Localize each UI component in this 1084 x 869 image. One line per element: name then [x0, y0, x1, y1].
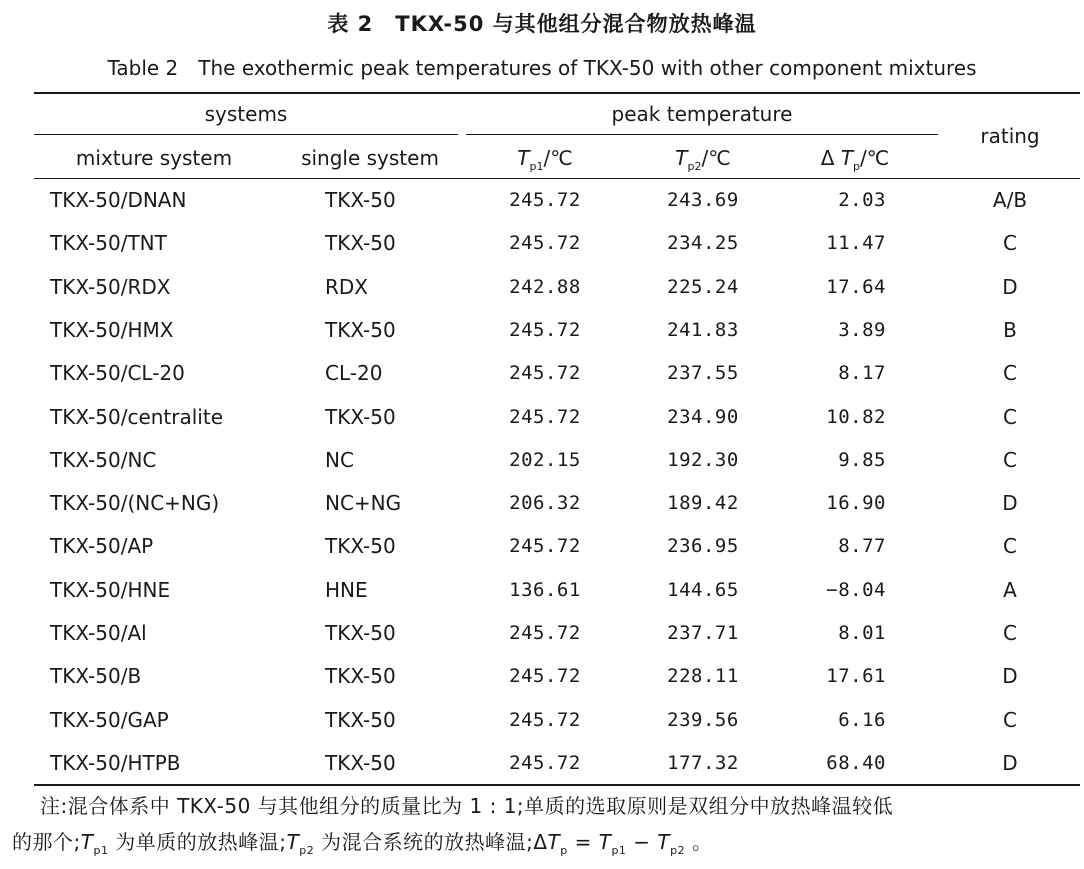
note-text: 为混合系统的放热峰温;Δ [314, 830, 548, 854]
cell-tp1: 245.72 [509, 232, 581, 254]
cell-rating: C [1003, 361, 1017, 385]
bottom-rule [34, 784, 1080, 786]
cell-tp2: 241.83 [667, 319, 739, 341]
cell-mixture-system: TKX-50/GAP [50, 708, 169, 732]
cell-delta-tp: 10.82 [826, 406, 886, 428]
delta-symbol: Δ [820, 146, 835, 170]
tp2-subscript: p2 [687, 160, 702, 173]
cell-tp2: 236.95 [667, 535, 739, 557]
cell-rating: D [1002, 751, 1018, 775]
cell-tp1: 245.72 [509, 189, 581, 211]
note-line-2 [12, 824, 1078, 869]
cell-tp2: 234.90 [667, 406, 739, 428]
cell-single-system: RDX [325, 275, 368, 299]
note-text: − [626, 830, 658, 854]
cell-mixture-system: TKX-50/RDX [50, 275, 171, 299]
cell-delta-tp: 11.47 [826, 232, 886, 254]
table-note [12, 788, 1078, 869]
tp1-subscript: p1 [529, 160, 544, 173]
cell-tp2: 192.30 [667, 449, 739, 471]
cell-rating: C [1003, 621, 1017, 645]
cell-delta-tp: 68.40 [826, 752, 886, 774]
cell-delta-tp: 9.85 [838, 449, 886, 471]
cell-delta-tp: 17.64 [826, 276, 886, 298]
cell-tp2: 234.25 [667, 232, 739, 254]
cell-tp1: 245.72 [509, 752, 581, 774]
note-subscript: p1 [93, 844, 109, 857]
cell-mixture-system: TKX-50/HMX [50, 318, 174, 342]
note-text: 为单质的放热峰温; [108, 830, 287, 854]
cell-tp1: 202.15 [509, 449, 581, 471]
cell-delta-tp: 6.16 [838, 709, 886, 731]
dtp-unit: /℃ [860, 146, 890, 170]
cell-delta-tp: 8.77 [838, 535, 886, 557]
cell-tp2: 177.32 [667, 752, 739, 774]
cell-single-system: CL-20 [325, 361, 383, 385]
cell-tp2: 189.42 [667, 492, 739, 514]
cell-rating: C [1003, 448, 1017, 472]
cell-tp2: 243.69 [667, 189, 739, 211]
cell-tp2: 239.56 [667, 709, 739, 731]
cell-tp1: 245.72 [509, 362, 581, 384]
cell-tp1: 245.72 [509, 406, 581, 428]
table-title-cn: 表 2 TKX-50 与其他组分混合物放热峰温 [327, 12, 757, 36]
cell-rating: C [1003, 405, 1017, 429]
cell-tp1: 242.88 [509, 276, 581, 298]
header-single-system: single system [301, 146, 439, 170]
cell-single-system: HNE [325, 578, 368, 602]
note-subscript: p [560, 844, 568, 857]
header-peak-temperature: peak temperature [611, 102, 793, 126]
cell-single-system: TKX-50 [325, 405, 396, 429]
header-delta-tp [790, 146, 920, 179]
cell-mixture-system: TKX-50/Al [50, 621, 147, 645]
cell-rating: C [1003, 231, 1017, 255]
dtp-subscript: p [853, 160, 861, 173]
cell-rating: A/B [992, 188, 1028, 212]
cell-rating: D [1002, 664, 1018, 688]
systems-rule [34, 134, 458, 135]
header-systems: systems [204, 102, 288, 126]
tp2-symbol: T [675, 146, 688, 170]
note-symbol: T [657, 830, 671, 854]
dtp-symbol: T [840, 146, 854, 170]
note-text: = [567, 830, 599, 854]
cell-tp2: 144.65 [667, 579, 739, 601]
cell-tp1: 245.72 [509, 709, 581, 731]
cell-tp2: 237.55 [667, 362, 739, 384]
cell-tp1: 136.61 [509, 579, 581, 601]
peak-rule [466, 134, 938, 135]
cell-rating: D [1002, 275, 1018, 299]
note-symbol: T [286, 830, 300, 854]
cell-tp2: 237.71 [667, 622, 739, 644]
cell-tp1: 245.72 [509, 665, 581, 687]
note-subscript: p2 [670, 844, 686, 857]
note-line-1: 注:混合体系中 TKX-50 与其他组分的质量比为 1 : 1;单质的选取原则是双组分中放热峰温较低 [40, 794, 894, 818]
cell-rating: C [1003, 708, 1017, 732]
cell-tp1: 245.72 [509, 535, 581, 557]
cell-tp1: 245.72 [509, 622, 581, 644]
cell-mixture-system: TKX-50/DNAN [50, 188, 187, 212]
cell-delta-tp: 8.01 [838, 622, 886, 644]
cell-tp2: 228.11 [667, 665, 739, 687]
note-subscript: p1 [611, 844, 627, 857]
note-text: 。 [685, 830, 713, 854]
cell-delta-tp: 8.17 [838, 362, 886, 384]
cell-rating: A [1003, 578, 1017, 602]
tp2-unit: /℃ [701, 146, 731, 170]
cell-delta-tp: 16.90 [826, 492, 886, 514]
cell-tp2: 225.24 [667, 276, 739, 298]
cell-rating: D [1002, 491, 1018, 515]
cell-single-system: TKX-50 [325, 231, 396, 255]
cell-rating: B [1003, 318, 1017, 342]
cell-mixture-system: TKX-50/(NC+NG) [50, 491, 220, 515]
cell-single-system: TKX-50 [325, 621, 396, 645]
cell-mixture-system: TKX-50/HTPB [50, 751, 181, 775]
cell-single-system: TKX-50 [325, 664, 396, 688]
cell-mixture-system: TKX-50/HNE [50, 578, 171, 602]
note-symbol: T [80, 830, 94, 854]
cell-single-system: TKX-50 [325, 708, 396, 732]
header-mixture-system: mixture system [75, 146, 233, 170]
cell-tp1: 245.72 [509, 319, 581, 341]
cell-single-system: NC [325, 448, 354, 472]
cell-mixture-system: TKX-50/TNT [50, 231, 167, 255]
cell-single-system: TKX-50 [325, 534, 396, 558]
cell-rating: C [1003, 534, 1017, 558]
cell-single-system: TKX-50 [325, 318, 396, 342]
header-tp2 [638, 146, 768, 179]
cell-delta-tp: 2.03 [838, 189, 886, 211]
cell-single-system: TKX-50 [325, 188, 396, 212]
cell-single-system: NC+NG [325, 491, 402, 515]
header-tp1 [480, 146, 610, 179]
cell-delta-tp: 17.61 [826, 665, 886, 687]
header-rating: rating [980, 124, 1040, 148]
note-subscript: p2 [299, 844, 315, 857]
table-title-en: Table 2 The exothermic peak temperatures of TKX-50 with other component mixtures [107, 56, 977, 80]
note-symbol: T [547, 830, 561, 854]
tp1-unit: /℃ [543, 146, 573, 170]
cell-mixture-system: TKX-50/NC [50, 448, 157, 472]
cell-delta-tp: −8.04 [826, 579, 886, 601]
cell-mixture-system: TKX-50/CL-20 [50, 361, 185, 385]
note-symbol: T [598, 830, 612, 854]
cell-mixture-system: TKX-50/AP [50, 534, 154, 558]
cell-mixture-system: TKX-50/centralite [50, 405, 223, 429]
tp1-symbol: T [517, 146, 530, 170]
cell-delta-tp: 3.89 [838, 319, 886, 341]
note-text: 的那个; [12, 830, 81, 854]
cell-single-system: TKX-50 [325, 751, 396, 775]
cell-mixture-system: TKX-50/B [50, 664, 142, 688]
cell-tp1: 206.32 [509, 492, 581, 514]
top-rule [34, 92, 1080, 94]
